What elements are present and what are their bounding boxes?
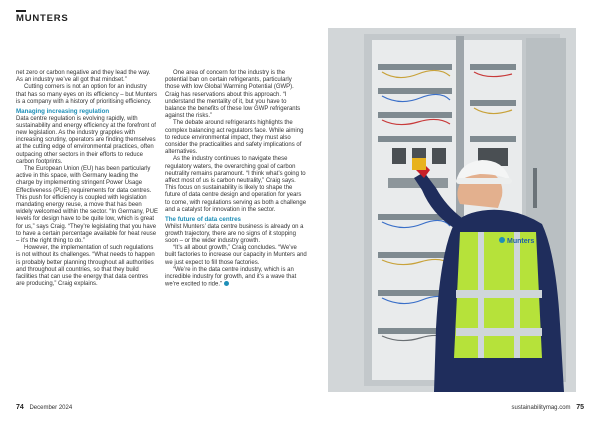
- article-column-left: [16, 70, 158, 288]
- paragraph: As the industry continues to navigate these regulatory waters, the overarching goal of carbon neutrality remains paramount. “I think what’s going to affect most of us is carbon neutrality,” Craig says. This focus on sustainability is likely to shape the future of data centre design and operation for years to come, with regulations serving as both a challenge and a catalyst for innovation in the sector.: [165, 156, 307, 213]
- page-number-right: 75: [576, 404, 584, 411]
- paragraph: “It’s all about growth,” Craig concludes. “We’ve built factories to increase our capacity in Munters and we just expect to fill those factories.: [165, 245, 307, 266]
- article-column-right: [165, 70, 307, 289]
- brand-rule: [16, 10, 26, 12]
- paragraph: One area of concern for the industry is the potential ban on certain refrigerants, particularly those with low Global Warming Potential (GWP). Craig has reservations about this approach. “I understand the mentality of it, but you have to balance the benefits of these low GWP refrigerants against the risks.”: [165, 70, 301, 120]
- paragraph: net zero or carbon negative and they lead the way. As an industry we’ve all got that mindset.”: [16, 70, 151, 84]
- issue-date: December 2024: [29, 405, 73, 411]
- paragraph: The debate around refrigerants highlights the complex balancing act regulators face. While aiming to reduce environmental impact, they must also consider the practicalities and safety implications of alternatives.: [165, 120, 304, 156]
- section-heading: Managing increasing regulation: [16, 108, 110, 116]
- paragraph: Whilst Munters’ data centre business is already on a growth trajectory, there are no signs of it stopping soon – or the wider industry growth.: [165, 223, 304, 245]
- paragraph: Data centre regulation is evolving rapidly, with sustainability and energy efficiency at the forefront of new legislation. As the industry grapples with increasing scrutiny, operators are finding themselves at the cutting edge of environmental practices, often outpacing other sectors in their efforts to reduce carbon footprints.: [16, 115, 156, 165]
- paragraph: However, the implementation of such regulations is not without its challenges. “What needs to happen is probably better planning throughout all authorities and throughout all countries, so that they build facilities that can use the energy that data centres are producing,” Craig explains.: [16, 245, 155, 288]
- page-header: [16, 10, 584, 30]
- vest-logo-text: Munters: [507, 238, 535, 245]
- paragraph: Cutting corners is not an option for an industry that has so many eyes on its efficiency – but Munters is a company with a history of prioritising efficiency.: [16, 84, 157, 105]
- end-of-article-mark: [224, 281, 229, 286]
- paragraph-text: “We’re in the data centre industry, which is an incredible industry for growth, and it’s a wave that we’re excited to ride.”: [165, 266, 297, 288]
- photo-technician-at-cabinet: [328, 28, 576, 392]
- paragraph: The European Union (EU) has been particularly active in this space, with Germany leading the charge by implementing stringent Power Usage Effectiveness (PUE) requirements for data centres. This push for efficiency is coupled with legislation mandating energy reuse, a move that has been widely welcomed within the sector. “In Germany, PUE levels for design have to be quite low, which is great for us,” says Craig. “They’re legislating that you have to have a certain percentage available for heat reuse – it’s the right thing to do.”: [16, 166, 158, 245]
- page-number-left: 74: [16, 404, 24, 411]
- brand-name: MUNTERS: [16, 13, 69, 24]
- footer-right: [512, 404, 585, 411]
- photo-illustration: [328, 28, 576, 392]
- site-name: sustainabilitymag.com: [511, 405, 571, 411]
- paragraph-final: [165, 267, 307, 289]
- footer-left: [16, 404, 72, 411]
- section-heading: The future of data centres: [165, 216, 241, 224]
